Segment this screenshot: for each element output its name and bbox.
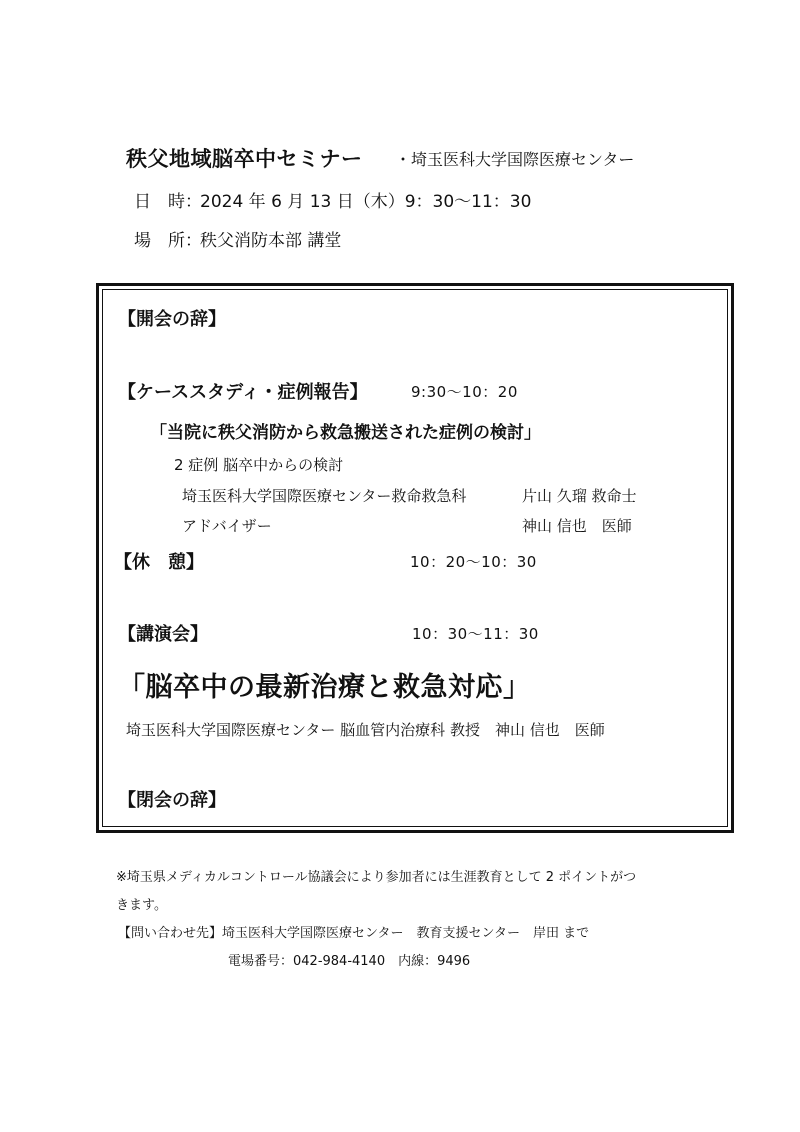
- opening-heading: 【開会の辞】: [118, 309, 226, 330]
- place-label: 場 所：: [134, 231, 202, 251]
- lecture-time: 10：30〜11：30: [412, 625, 539, 643]
- case-study-time: 9:30〜10：20: [411, 383, 518, 401]
- presenter-name: 片山 久瑠 救命士: [522, 487, 637, 505]
- note-line-1: ※埼玉県メディカルコントロール協議会により参加者には生涯教育として 2 ポイントがつ: [116, 870, 637, 885]
- advisor-name: 神山 信也 医師: [522, 517, 632, 535]
- note-line-2: きます。: [116, 898, 167, 913]
- break-time: 10：20〜10：30: [410, 553, 537, 571]
- place-value: 秩父消防本部 講堂: [200, 231, 342, 251]
- presenter-org: 埼玉医科大学国際医療センター救命救急科: [182, 487, 467, 505]
- lecturer: 埼玉医科大学国際医療センター 脳血管内治療科 教授 神山 信也 医師: [126, 721, 605, 739]
- advisor-label: アドバイザー: [182, 517, 272, 535]
- phone-line: 電場番号：042-984-4140 内線：9496: [228, 954, 471, 969]
- seminar-organizer: ・埼玉医科大学国際医療センター: [395, 150, 635, 169]
- seminar-title: 秩父地域脳卒中セミナー: [126, 147, 363, 171]
- case-study-title: 「当院に秩父消防から救急搬送された症例の検討」: [150, 423, 541, 443]
- contact-line: 【問い合わせ先】埼玉医科大学国際医療センター 教育支援センター 岸田 まで: [118, 926, 590, 941]
- lecture-title: 「脳卒中の最新治療と救急対応」: [118, 672, 531, 703]
- closing-heading: 【閉会の辞】: [118, 790, 226, 811]
- place-row: [134, 226, 341, 251]
- date-label: 日 時：: [134, 192, 202, 212]
- date-value: 2024 年 6 月 13 日（木）9：30〜11：30: [200, 192, 532, 212]
- date-row: [134, 187, 531, 212]
- break-heading: 【休 憩】: [114, 552, 204, 573]
- case-study-detail: 2 症例 脳卒中からの検討: [174, 456, 344, 474]
- lecture-heading: 【講演会】: [118, 624, 208, 645]
- case-study-heading: 【ケーススタディ・症例報告】: [118, 382, 368, 403]
